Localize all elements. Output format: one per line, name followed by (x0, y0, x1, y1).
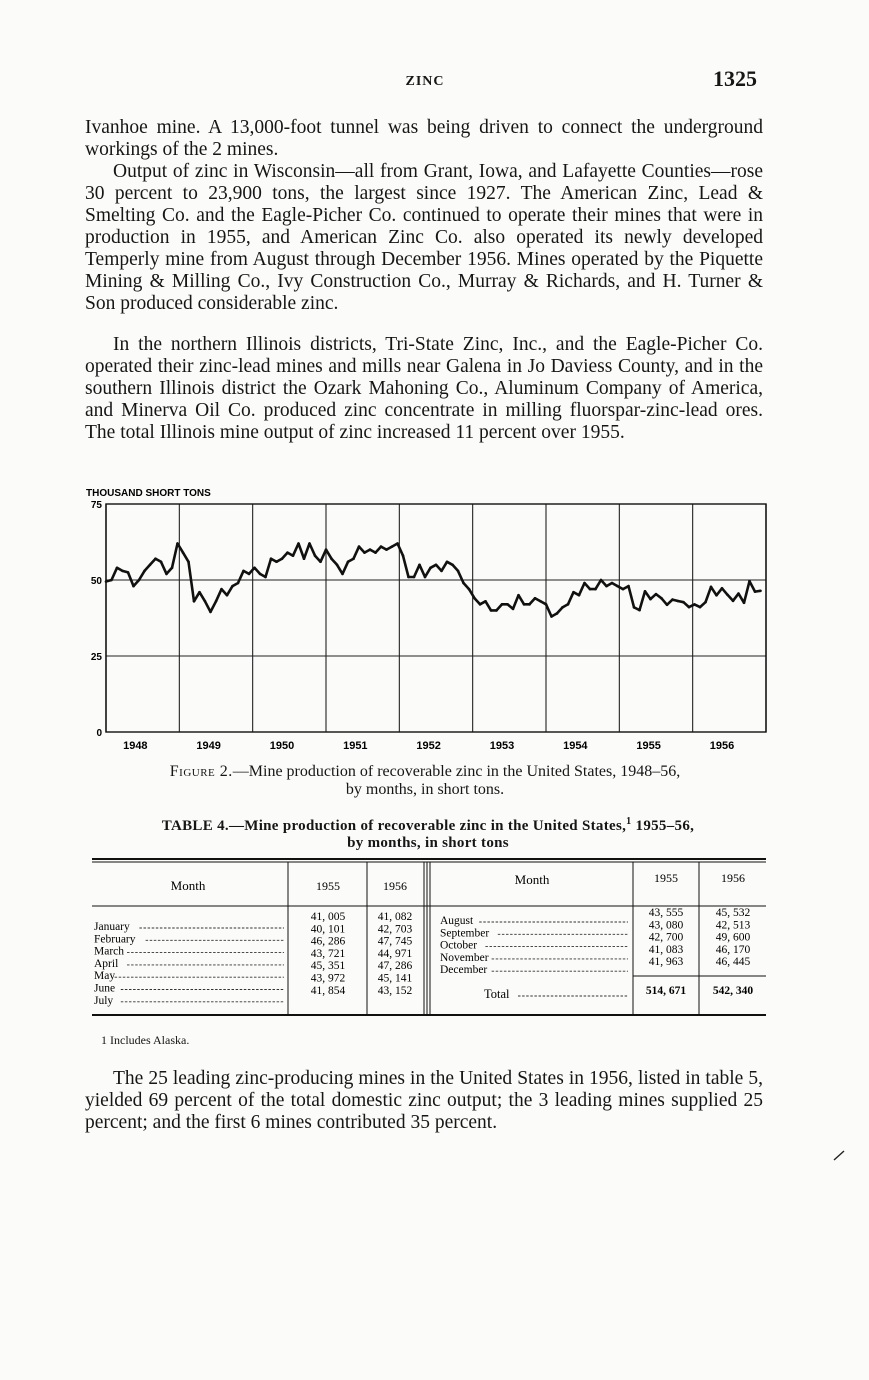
row-value-1956-left: 42, 703 (377, 923, 413, 936)
data-point (666, 603, 669, 606)
row-value-1955-left: 45, 351 (310, 960, 346, 973)
data-point (550, 615, 553, 618)
x-tick-label: 1952 (416, 740, 441, 752)
running-head: ZINC (405, 74, 445, 89)
row-value-1956-left: 43, 152 (377, 984, 413, 997)
data-point (347, 560, 350, 563)
header-1955-right: 1955 (654, 871, 678, 885)
data-point (275, 560, 278, 563)
table-title-rest: —Mine production of recoverable zinc in the United States, (228, 818, 627, 834)
data-point (545, 603, 548, 606)
row-month-left: May (94, 970, 116, 983)
data-point (539, 600, 542, 603)
data-point (424, 576, 427, 579)
data-point (704, 601, 707, 604)
data-point (440, 570, 443, 573)
data-point (506, 603, 509, 606)
row-value-1955-right: 41, 963 (648, 956, 684, 969)
row-value-1956-left: 41, 082 (377, 911, 413, 923)
data-point (754, 590, 757, 593)
chart-svg (84, 482, 774, 757)
row-value-1956-left: 44, 971 (377, 947, 413, 960)
data-point (369, 548, 372, 551)
data-point (413, 576, 416, 579)
production-table (92, 858, 766, 1018)
total-label: Total (484, 987, 510, 1001)
data-point (264, 576, 267, 579)
data-point (127, 571, 130, 574)
data-point (330, 557, 333, 560)
data-point (325, 548, 328, 551)
data-point (336, 564, 339, 567)
x-tick-label: 1953 (489, 740, 515, 752)
data-point (484, 600, 487, 603)
x-tick-label: 1954 (563, 740, 588, 752)
row-value-1956-right: 49, 600 (715, 931, 751, 944)
row-month-left: January (94, 921, 130, 933)
data-point (748, 580, 751, 583)
x-tick-label: 1955 (636, 740, 661, 752)
data-point (363, 551, 366, 554)
data-point (528, 603, 531, 606)
page-header (85, 66, 765, 96)
row-value-1956-right: 46, 445 (715, 956, 751, 969)
data-point (308, 542, 311, 545)
data-point (677, 600, 680, 603)
row-value-1955-left: 40, 101 (310, 923, 346, 936)
row-value-1955-left: 41, 005 (310, 911, 346, 923)
row-value-1956-left: 45, 141 (377, 972, 413, 985)
data-point (473, 597, 476, 600)
paragraph-1: Ivanhoe mine. A 13,000-foot tunnel was being driven to connect the underground workings of the 2 mines. (85, 117, 763, 160)
data-point (242, 570, 245, 573)
row-month-right: October (440, 939, 478, 952)
plot-frame (106, 504, 766, 732)
data-point (303, 557, 306, 560)
data-point (341, 573, 344, 576)
data-point (143, 570, 146, 573)
row-value-1955-right: 43, 555 (648, 907, 684, 919)
data-point (105, 580, 108, 583)
y-tick-label: 50 (90, 576, 102, 587)
row-month-right: November (440, 951, 489, 964)
x-tick-label: 1956 (709, 740, 735, 752)
y-tick-label: 75 (90, 500, 102, 511)
data-point (226, 594, 229, 597)
row-value-1956-left: 47, 745 (377, 935, 413, 948)
row-value-1955-left: 46, 286 (310, 935, 346, 948)
data-point (622, 588, 625, 591)
data-point (611, 582, 614, 585)
data-point (281, 557, 284, 560)
data-point (479, 603, 482, 606)
row-month-right: December (440, 964, 488, 977)
x-tick-label: 1951 (343, 740, 368, 752)
figure-caption (85, 763, 765, 799)
data-point (655, 593, 658, 596)
x-tick-label: 1950 (269, 740, 295, 752)
data-point (605, 585, 608, 588)
data-point (286, 551, 289, 554)
data-point (715, 594, 718, 597)
data-point (138, 579, 141, 582)
row-value-1955-right: 41, 083 (648, 943, 684, 956)
data-point (468, 588, 471, 591)
paragraph-4: The 25 leading zinc-producing mines in the United States in 1956, listed in table 5, yielded 69 percent of the total domestic zinc output; the 3 leading mines supplied 25 percent; and the first 6 mines contributed 35 percent. (85, 1068, 763, 1133)
data-point (121, 570, 124, 573)
data-point (204, 600, 207, 603)
data-point (297, 542, 300, 545)
data-point (187, 560, 190, 563)
header-month-left: Month (170, 878, 206, 893)
header-1956-left: 1956 (383, 879, 407, 893)
row-value-1956-left: 47, 286 (377, 960, 413, 973)
data-point (490, 609, 493, 612)
data-point (732, 600, 735, 603)
data-point (253, 567, 256, 570)
data-point (534, 597, 537, 600)
data-point (633, 606, 636, 609)
row-value-1956-right: 46, 170 (715, 943, 751, 956)
data-point (385, 548, 388, 551)
data-point (616, 585, 619, 588)
data-point (743, 601, 746, 604)
paragraph-3: In the northern Illinois districts, Tri-State Zinc, Inc., and the Eagle-Picher Co. operated their zinc-lead mines and mills near Galena in Jo Daviess County, and in the southern Illinois district the Ozark Mahoning Co., Aluminum Company of America, and Minerva Oil Co. produced zinc concentrate in milling fluorspar-zinc-lead ores. The total Illinois mine output of zinc increased 11 percent over 1955. (85, 334, 763, 443)
row-value-1955-right: 43, 080 (648, 919, 684, 932)
header-1955-left: 1955 (316, 879, 340, 893)
data-point (418, 564, 421, 567)
data-point (220, 588, 223, 591)
data-point (314, 554, 317, 557)
table-title-footnote-ref: 1 (626, 816, 632, 827)
data-point (721, 587, 724, 590)
figure-label: Figure 2. (169, 763, 233, 780)
data-point (176, 542, 179, 545)
row-month-left: June (94, 982, 116, 995)
data-point (501, 603, 504, 606)
data-point (710, 586, 713, 589)
header-month-right: Month (514, 872, 550, 887)
row-month-left: March (94, 945, 125, 958)
x-tick-label: 1948 (123, 740, 148, 752)
data-point (699, 606, 702, 609)
data-point (292, 554, 295, 557)
data-point (352, 557, 355, 560)
paragraph-2: Output of zinc in Wisconsin—all from Grant, Iowa, and Lafayette Counties—rose 30 percent to 23,900 tons, the largest since 1927. The American Zinc, Lead & Smelting Co. and the Eagle-Picher Co. continued to operate their mines that were in production in 1955, and American Zinc Co. also operated its newly developed Temperly mine from August through December 1956. Mines operated by the Piquette Mining & Milling Co., Ivy Construction Co., Murray & Richards, and H. Turner & Son produced considerable zinc. (85, 161, 763, 314)
row-value-1955-left: 41, 854 (310, 984, 346, 997)
data-point (149, 564, 152, 567)
data-point (682, 601, 685, 604)
y-tick-label: 25 (90, 652, 102, 663)
data-point (671, 598, 674, 601)
data-point (457, 570, 460, 573)
data-point (594, 588, 597, 591)
table-title-years: 1955–56, (631, 818, 695, 834)
figure-caption-line1: —Mine production of recoverable zinc in the United States, 1948–56, (232, 763, 681, 780)
data-point (270, 557, 273, 560)
data-point (572, 591, 575, 594)
y-tick-label: 0 (96, 728, 102, 739)
row-value-1956-right: 42, 513 (715, 919, 751, 932)
data-point (523, 603, 526, 606)
row-month-right: August (440, 915, 474, 927)
data-point (374, 551, 377, 554)
data-point (231, 585, 234, 588)
data-point (435, 564, 438, 567)
data-point (600, 579, 603, 582)
data-point (578, 594, 581, 597)
data-point (193, 600, 196, 603)
page-number: 1325 (713, 66, 757, 91)
data-point (182, 551, 185, 554)
data-point (154, 557, 157, 560)
zinc-production-chart (84, 482, 774, 757)
row-value-1956-right: 45, 532 (715, 907, 751, 919)
data-point (429, 567, 432, 570)
row-month-left: July (94, 994, 114, 1007)
row-value-1955-right: 42, 700 (648, 931, 684, 944)
data-point (512, 608, 515, 611)
table-footnote: 1 Includes Alaska. (101, 1033, 190, 1047)
data-point (391, 545, 394, 548)
y-axis-label: THOUSAND SHORT TONS (86, 488, 211, 499)
data-point (660, 597, 663, 600)
row-month-left: February (94, 933, 136, 946)
data-point (638, 609, 641, 612)
data-point (561, 606, 564, 609)
data-point (160, 560, 163, 563)
data-point (649, 598, 652, 601)
data-point (110, 579, 113, 582)
data-point (759, 590, 762, 593)
data-point (358, 545, 361, 548)
data-point (248, 573, 251, 576)
data-point (583, 582, 586, 585)
row-month-right: September (440, 927, 490, 940)
data-point (462, 582, 465, 585)
table-svg (92, 858, 766, 1018)
data-point (517, 594, 520, 597)
table-title (85, 818, 771, 852)
data-point (737, 592, 740, 595)
data-point (165, 573, 168, 576)
data-point (396, 542, 399, 545)
data-point (556, 612, 559, 615)
data-point (451, 564, 454, 567)
data-point (407, 576, 410, 579)
data-point (198, 591, 201, 594)
data-point (446, 560, 449, 563)
data-point (380, 545, 383, 548)
data-point (495, 609, 498, 612)
figure-caption-line2: by months, in short tons. (345, 781, 505, 798)
data-point (627, 585, 630, 588)
data-point (171, 567, 174, 570)
data-point (726, 593, 729, 596)
data-point (116, 567, 119, 570)
data-point (209, 611, 212, 614)
total-value-1956: 542, 340 (712, 985, 754, 997)
row-month-left: April (94, 957, 119, 970)
data-point (644, 590, 647, 593)
data-point (589, 588, 592, 591)
data-point (132, 585, 135, 588)
header-1956-right: 1956 (721, 871, 745, 885)
data-point (215, 600, 218, 603)
data-point (688, 606, 691, 609)
x-tick-label: 1949 (196, 740, 221, 752)
table-title-line2: by months, in short tons (347, 835, 509, 851)
data-point (402, 554, 405, 557)
data-point (259, 573, 262, 576)
row-value-1955-left: 43, 972 (310, 972, 346, 985)
total-value-1955: 514, 671 (645, 985, 687, 997)
table-title-prefix: TABLE 4. (161, 818, 229, 834)
pen-mark (832, 1148, 846, 1162)
data-point (567, 603, 570, 606)
row-value-1955-left: 43, 721 (310, 947, 346, 960)
data-point (693, 603, 696, 606)
data-point (237, 582, 240, 585)
data-point (319, 560, 322, 563)
